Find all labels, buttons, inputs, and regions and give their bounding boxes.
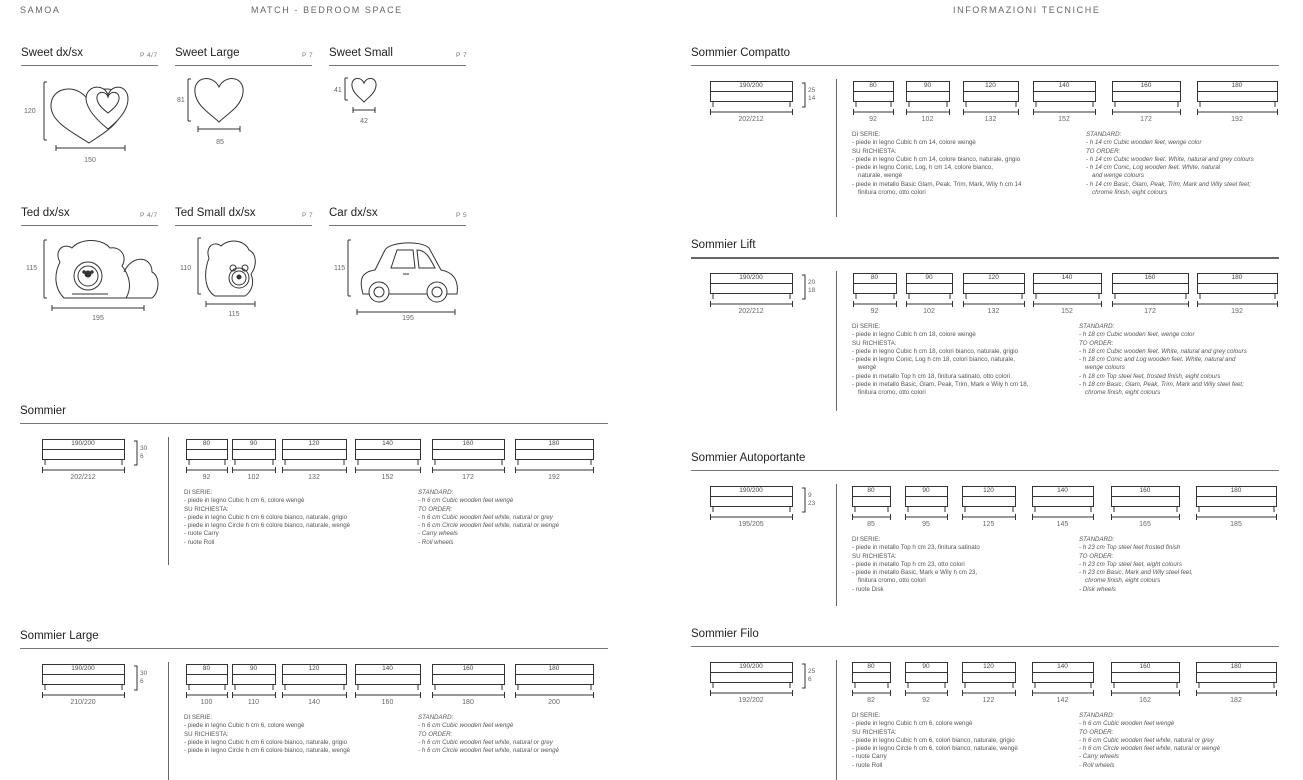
bed-width-dim: 152 bbox=[381, 474, 394, 481]
notes-english bbox=[1079, 712, 1220, 770]
note-line: - ruote Carry bbox=[852, 753, 887, 761]
note-line: DI SERIE: bbox=[852, 131, 881, 138]
note-line: - piede in metallo Basic, Glam, Peak, Trim, Mark e Wily h cm 18, bbox=[852, 381, 1029, 389]
sommier-title: Sommier bbox=[20, 405, 67, 417]
divider bbox=[329, 65, 466, 66]
bed-width-dim: 92 bbox=[869, 116, 877, 123]
note-line: - ruote Carry bbox=[184, 530, 219, 538]
height-dim-bottom: 6 bbox=[140, 678, 144, 685]
bed-size-label: 140 bbox=[1057, 487, 1068, 494]
bed-width-dim: 132 bbox=[984, 116, 997, 123]
note-line: - h 14 cm Conic, Log wooden feet. White, natural bbox=[1086, 164, 1221, 172]
note-line: - piede in legno Cubic h cm 6, colore wengè bbox=[184, 497, 305, 505]
note-line: - h 6 cm Cubic wooden feet wengè bbox=[418, 497, 514, 505]
note-line: - piede in metallo Top h cm 18, finitura satinato, otto colori bbox=[852, 372, 1011, 380]
small-teddy-headboard-icon bbox=[195, 234, 265, 310]
note-line: - h 6 cm Cubic wooden feet wengè bbox=[418, 722, 514, 730]
divider bbox=[21, 65, 158, 66]
note-line: STANDARD: bbox=[418, 489, 454, 496]
bed-size-label: 140 bbox=[1061, 274, 1073, 281]
note-line: TO ORDER: bbox=[1079, 728, 1114, 736]
note-line: - h 6 cm Cubic wooden feet white, natural or grey bbox=[418, 513, 553, 521]
notes-english bbox=[418, 714, 559, 755]
column-separator bbox=[168, 437, 169, 565]
note-line: finitura cromo, otto colori bbox=[858, 189, 926, 197]
note-line: - piede in legno Circle h cm 6 colore bianco, naturale, wengè bbox=[184, 747, 351, 755]
brand-name: SAMOA bbox=[20, 5, 61, 15]
page-ref: P 7 bbox=[456, 52, 468, 59]
note-line: - Roll wheels bbox=[1079, 761, 1115, 769]
bed-width-dim: 172 bbox=[462, 474, 474, 481]
bed-size-label: 180 bbox=[1230, 487, 1242, 494]
note-line: TO ORDER: bbox=[1079, 339, 1114, 347]
bed-size-label: 90 bbox=[925, 274, 933, 281]
bed-size-label: 160 bbox=[462, 665, 474, 672]
bed-size-label: 90 bbox=[922, 663, 930, 670]
sommier-title: Sommier Lift bbox=[691, 239, 756, 251]
note-line: SU RICHIESTA: bbox=[852, 147, 897, 155]
sommier-title: Sommier Large bbox=[20, 630, 99, 642]
height-dim-top: 20 bbox=[808, 279, 816, 286]
height-dim: 110 bbox=[180, 265, 192, 272]
divider bbox=[20, 648, 608, 649]
bed-width-dim: 132 bbox=[308, 474, 320, 481]
bed-size-label: 120 bbox=[983, 663, 994, 670]
note-line: - h 18 cm Basic, Glam, Peak, Trim, Mark and Wily steel feet; bbox=[1079, 381, 1244, 389]
height-dim-top: 9 bbox=[808, 492, 812, 499]
bed-size-label: 80 bbox=[202, 665, 211, 672]
bed-size-label: 180 bbox=[548, 440, 560, 447]
headboard-title-ted-small: Ted Small dx/sx bbox=[175, 207, 256, 219]
bed-size-label: 120 bbox=[308, 440, 320, 447]
note-line: - piede in legno Cubic h cm 14, colore wengè bbox=[852, 139, 976, 147]
divider bbox=[691, 65, 1279, 66]
bed-size-label: 140 bbox=[1058, 82, 1070, 89]
note-line: - piede in legno Cubic h cm 6, colore wengè bbox=[852, 720, 973, 728]
note-line: - h 14 cm Cubic wooden feet. White, natural and grey colours bbox=[1086, 155, 1254, 163]
height-dim-top: 30 bbox=[140, 445, 148, 452]
note-line: DI SERIE: bbox=[852, 536, 881, 543]
note-line: TO ORDER: bbox=[418, 730, 453, 738]
height-dim: 120 bbox=[24, 108, 36, 115]
bed-width-dim: 160 bbox=[381, 699, 394, 706]
note-line: DI SERIE: bbox=[852, 323, 881, 330]
divider bbox=[691, 257, 1279, 259]
overall-length-dim: 202/212 bbox=[70, 474, 96, 481]
overall-length-dim: 202/212 bbox=[738, 116, 764, 123]
note-line: and wenge colours bbox=[1092, 172, 1144, 180]
headboard-title-sweet: Sweet dx/sx bbox=[21, 47, 83, 59]
height-dim-bottom: 14 bbox=[808, 95, 816, 102]
bed-length-label: 190/200 bbox=[739, 663, 763, 670]
note-line: chrome finish, eight colours bbox=[1085, 389, 1161, 397]
notes-italian bbox=[852, 131, 1022, 197]
note-line: SU RICHIESTA: bbox=[184, 730, 229, 738]
bed-size-label: 80 bbox=[867, 487, 875, 494]
bed-size-label: 180 bbox=[548, 665, 560, 672]
bed-width-dim: 82 bbox=[867, 697, 875, 704]
note-line: STANDARD: bbox=[1079, 536, 1115, 543]
note-line: - piede in metallo Top h cm 23, finitura satinato bbox=[852, 544, 980, 552]
notes-english bbox=[1086, 131, 1254, 197]
note-line: wenge colours bbox=[1085, 364, 1125, 372]
note-line: - piede in metallo Top h cm 23, otto colori bbox=[852, 560, 965, 568]
bed-size-label: 120 bbox=[988, 274, 999, 281]
note-line: - Carry wheels bbox=[1079, 753, 1119, 761]
bed-width-dim: 185 bbox=[1230, 521, 1242, 528]
headboard-title-ted: Ted dx/sx bbox=[21, 207, 70, 219]
bed-size-label: 80 bbox=[869, 82, 877, 89]
bed-size-label: 120 bbox=[985, 82, 996, 89]
bed-length-label: 190/200 bbox=[739, 82, 763, 89]
notes-english bbox=[418, 489, 559, 547]
note-line: - h 18 cm Conic and Log wooden feet. White, natural and bbox=[1079, 356, 1236, 364]
note-line: - piede in legno Circle h cm 6 colore bianco, naturale, wengè bbox=[184, 522, 351, 530]
bed-size-label: 90 bbox=[922, 487, 930, 494]
height-dim-top: 30 bbox=[140, 670, 148, 677]
bed-width-dim: 102 bbox=[923, 308, 935, 315]
column-separator bbox=[836, 79, 837, 217]
bed-size-label: 90 bbox=[923, 82, 932, 89]
bed-width-dim: 140 bbox=[308, 699, 320, 706]
divider bbox=[691, 470, 1279, 471]
small-heart-headboard-icon bbox=[342, 75, 382, 115]
divider bbox=[175, 225, 312, 226]
bed-size-label: 160 bbox=[1139, 487, 1151, 494]
bed-size-label: 120 bbox=[983, 487, 994, 494]
bed-size-label: 80 bbox=[202, 440, 211, 447]
bed-length-label: 190/200 bbox=[71, 665, 95, 672]
notes-italian bbox=[852, 536, 980, 594]
headboard-title-car: Car dx/sx bbox=[329, 207, 378, 219]
bed-size-label: 80 bbox=[870, 274, 879, 281]
page-ref: P 4/7 bbox=[140, 52, 158, 59]
bed-width-dim: 192 bbox=[1231, 116, 1243, 123]
width-dim: 115 bbox=[228, 311, 240, 318]
bed-width-dim: 92 bbox=[870, 308, 879, 315]
divider bbox=[20, 423, 608, 424]
note-line: - Roll wheels bbox=[418, 538, 454, 546]
bed-width-dim: 162 bbox=[1139, 697, 1151, 704]
overall-length-dim: 202/212 bbox=[738, 308, 764, 315]
overall-length-dim: 195/205 bbox=[738, 521, 764, 528]
width-dim: 195 bbox=[92, 315, 104, 322]
bed-size-label: 120 bbox=[308, 665, 320, 672]
note-line: - h 18 cm Top steel feet, frosted finish, eight colours bbox=[1079, 372, 1221, 380]
height-dim: 81 bbox=[177, 97, 185, 104]
bed-size-label: 140 bbox=[382, 665, 393, 672]
column-separator bbox=[168, 662, 169, 780]
collection-title: MATCH - BEDROOM SPACE bbox=[251, 5, 403, 15]
note-line: - ruote Roll bbox=[184, 538, 215, 546]
note-line: - h 6 cm Circle wooden feet white, natural or wengè bbox=[418, 522, 560, 530]
section-title: INFORMAZIONI TECNICHE bbox=[953, 5, 1101, 15]
note-line: - piede in legno Cubic h cm 18, colore wengè bbox=[852, 331, 976, 339]
car-headboard-icon bbox=[345, 234, 465, 314]
bed-width-dim: 92 bbox=[202, 474, 211, 481]
bed-size-label: 180 bbox=[1231, 274, 1243, 281]
overall-length-dim: 210/220 bbox=[70, 699, 96, 706]
note-line: - h 23 cm Top steel feet frosted finish bbox=[1079, 544, 1181, 552]
note-line: - h 6 cm Cubic wooden feet wengè bbox=[1079, 720, 1175, 728]
bed-length-label: 190/200 bbox=[739, 487, 763, 494]
note-line: TO ORDER: bbox=[418, 505, 453, 513]
sommier-title: Sommier Compatto bbox=[691, 47, 791, 59]
column-separator bbox=[836, 660, 837, 780]
divider bbox=[329, 225, 466, 226]
double-heart-headboard-icon bbox=[40, 75, 140, 155]
column-separator bbox=[836, 271, 837, 411]
sommier-title: Sommier Autoportante bbox=[691, 452, 806, 464]
bed-width-dim: 125 bbox=[982, 521, 995, 528]
column-separator bbox=[836, 484, 837, 606]
height-dim: 41 bbox=[334, 87, 342, 94]
note-line: - piede in metallo Basic Glam, Peak, Trim, Mark, Wily h cm 14 bbox=[852, 180, 1022, 188]
bed-size-label: 180 bbox=[1231, 82, 1243, 89]
height-dim: 115 bbox=[26, 265, 38, 272]
page-ref: P 5 bbox=[456, 212, 468, 219]
bed-width-dim: 92 bbox=[922, 697, 930, 704]
notes-italian bbox=[184, 714, 350, 755]
note-line: - Disk wheels bbox=[1079, 585, 1116, 593]
bed-size-label: 160 bbox=[1144, 274, 1156, 281]
bed-width-dim: 200 bbox=[548, 699, 560, 706]
notes-italian bbox=[852, 712, 1018, 770]
width-dim: 85 bbox=[216, 139, 224, 146]
note-line: - Carry wheels bbox=[418, 530, 458, 538]
note-line: DI SERIE: bbox=[184, 714, 213, 721]
teddy-bear-headboard-icon bbox=[40, 232, 160, 312]
notes-italian bbox=[852, 323, 1028, 398]
bed-size-label: 160 bbox=[1140, 82, 1152, 89]
bed-size-label: 90 bbox=[249, 665, 258, 672]
bed-width-dim: 122 bbox=[982, 697, 995, 704]
sommier-title: Sommier Filo bbox=[691, 628, 759, 640]
overall-length-dim: 192/202 bbox=[738, 697, 764, 704]
note-line: SU RICHIESTA: bbox=[852, 728, 897, 736]
height-dim: 115 bbox=[334, 265, 346, 272]
note-line: - h 18 cm Cubic wooden feet, wenge color bbox=[1079, 331, 1195, 339]
headboard-title-sweet-small: Sweet Small bbox=[329, 47, 393, 59]
bed-width-dim: 110 bbox=[247, 699, 260, 706]
note-line: finitura cromo, otto colori bbox=[858, 389, 926, 397]
bed-size-label: 160 bbox=[1139, 663, 1151, 670]
note-line: TO ORDER: bbox=[1086, 147, 1121, 155]
bed-size-label: 160 bbox=[462, 440, 474, 447]
bed-width-dim: 100 bbox=[200, 699, 213, 706]
note-line: TO ORDER: bbox=[1079, 552, 1114, 560]
bed-width-dim: 182 bbox=[1230, 697, 1242, 704]
note-line: - h 6 cm Circle wooden feet white, natural or wengè bbox=[418, 747, 560, 755]
bed-width-dim: 192 bbox=[1231, 308, 1243, 315]
divider bbox=[21, 225, 158, 226]
note-line: - piede in legno Cubic h cm 18, colori bianco, naturale, grigio bbox=[852, 347, 1019, 355]
note-line: - piede in legno Circle h cm 6, colori bianco, naturale, wengè bbox=[852, 745, 1018, 753]
note-line: chrome finish, eight colours bbox=[1092, 189, 1168, 197]
bed-width-dim: 102 bbox=[921, 116, 934, 123]
note-line: - piede in legno Cubic h cm 6 colore bianco, naturale, grigio bbox=[184, 738, 348, 746]
divider bbox=[175, 65, 312, 66]
width-dim: 42 bbox=[360, 118, 368, 125]
note-line: STANDARD: bbox=[1086, 131, 1122, 138]
height-dim-bottom: 18 bbox=[808, 287, 816, 294]
height-dim-bottom: 6 bbox=[140, 453, 144, 460]
note-line: - piede in legno Cubic h cm 6, colore wengè bbox=[184, 722, 305, 730]
page-ref: P 7 bbox=[302, 52, 314, 59]
note-line: - piede in metallo Basic, Mark e Wily h cm 23, bbox=[852, 569, 978, 577]
height-dim-top: 25 bbox=[808, 87, 816, 94]
bed-width-dim: 142 bbox=[1056, 697, 1069, 704]
page-ref: P 4/7 bbox=[140, 212, 158, 219]
note-line: DI SERIE: bbox=[184, 489, 213, 496]
note-line: - piede in legno Cubic h cm 14, colore bianco, naturale, grigio bbox=[852, 155, 1021, 163]
bed-width-dim: 172 bbox=[1140, 116, 1152, 123]
bed-width-dim: 165 bbox=[1139, 521, 1151, 528]
notes-english bbox=[1079, 536, 1193, 594]
note-line: chrome finish, eight colours bbox=[1085, 577, 1161, 585]
note-line: wengè bbox=[858, 364, 877, 372]
note-line: SU RICHIESTA: bbox=[852, 552, 897, 560]
bed-width-dim: 192 bbox=[548, 474, 560, 481]
note-line: - h 14 cm Basic, Glam, Peak, Trim, Mark and Wily steel feet; bbox=[1086, 180, 1251, 188]
bed-size-label: 90 bbox=[249, 440, 258, 447]
bed-width-dim: 172 bbox=[1144, 308, 1156, 315]
note-line: - h 23 cm Basic, Mark and Wily steel feet, bbox=[1079, 569, 1193, 577]
bed-width-dim: 180 bbox=[462, 699, 474, 706]
note-line: - h 6 cm Cubic wooden feet white, natural or grey bbox=[1079, 736, 1214, 744]
bed-width-dim: 85 bbox=[867, 521, 875, 528]
bed-size-label: 80 bbox=[867, 663, 875, 670]
bed-width-dim: 95 bbox=[922, 521, 930, 528]
height-dim-top: 25 bbox=[808, 668, 816, 675]
note-line: - h 14 cm Cubic wooden feet, wenge color bbox=[1086, 139, 1202, 147]
note-line: STANDARD: bbox=[418, 714, 454, 721]
note-line: - piede in legno Cubic h cm 6 colore bianco, naturale, grigio bbox=[184, 513, 348, 521]
note-line: STANDARD: bbox=[1079, 712, 1115, 719]
page-ref: P 7 bbox=[302, 212, 314, 219]
note-line: - ruote Roll bbox=[852, 761, 883, 769]
note-line: - ruote Disk bbox=[852, 585, 884, 593]
note-line: - h 6 cm Circle wooden feet white, natural or wengè bbox=[1079, 745, 1221, 753]
bed-width-dim: 132 bbox=[987, 308, 1000, 315]
note-line: STANDARD: bbox=[1079, 323, 1115, 330]
note-line: naturale, wengè bbox=[858, 172, 903, 180]
note-line: DI SERIE: bbox=[852, 712, 881, 719]
bed-width-dim: 102 bbox=[247, 474, 260, 481]
headboard-title-sweet-large: Sweet Large bbox=[175, 47, 240, 59]
bed-width-dim: 152 bbox=[1058, 116, 1070, 123]
bed-size-label: 140 bbox=[1057, 663, 1068, 670]
bed-width-dim: 152 bbox=[1061, 308, 1073, 315]
notes-english bbox=[1079, 323, 1247, 398]
height-dim-bottom: 23 bbox=[808, 500, 816, 507]
notes-italian bbox=[184, 489, 350, 547]
note-line: - h 23 cm Top steel feet, eight colours bbox=[1079, 560, 1182, 568]
note-line: - piede in legno Conic, Log h cm 18, colori bianco, naturale, bbox=[852, 356, 1016, 364]
width-dim: 195 bbox=[402, 315, 414, 322]
heart-headboard-icon bbox=[185, 74, 255, 134]
height-dim-bottom: 6 bbox=[808, 676, 812, 683]
divider bbox=[691, 646, 1279, 647]
note-line: SU RICHIESTA: bbox=[184, 505, 229, 513]
bed-size-label: 180 bbox=[1230, 663, 1242, 670]
bed-length-label: 190/200 bbox=[71, 440, 95, 447]
note-line: - piede in legno Conic, Log, h cm 14, colore bianco, bbox=[852, 164, 994, 172]
note-line: - h 6 cm Cubic wooden feet white, natural or grey bbox=[418, 738, 553, 746]
note-line: SU RICHIESTA: bbox=[852, 339, 897, 347]
bed-length-label: 190/200 bbox=[739, 274, 763, 281]
width-dim: 150 bbox=[84, 157, 96, 164]
bed-size-label: 140 bbox=[382, 440, 393, 447]
bed-width-dim: 145 bbox=[1056, 521, 1069, 528]
note-line: finitura cromo, otto colori bbox=[858, 577, 926, 585]
note-line: - h 18 cm Cubic wooden feet. White, natural and grey colours bbox=[1079, 347, 1247, 355]
note-line: - piede in legno Cubic h cm 6, colori bianco, naturale, grigio bbox=[852, 736, 1015, 744]
